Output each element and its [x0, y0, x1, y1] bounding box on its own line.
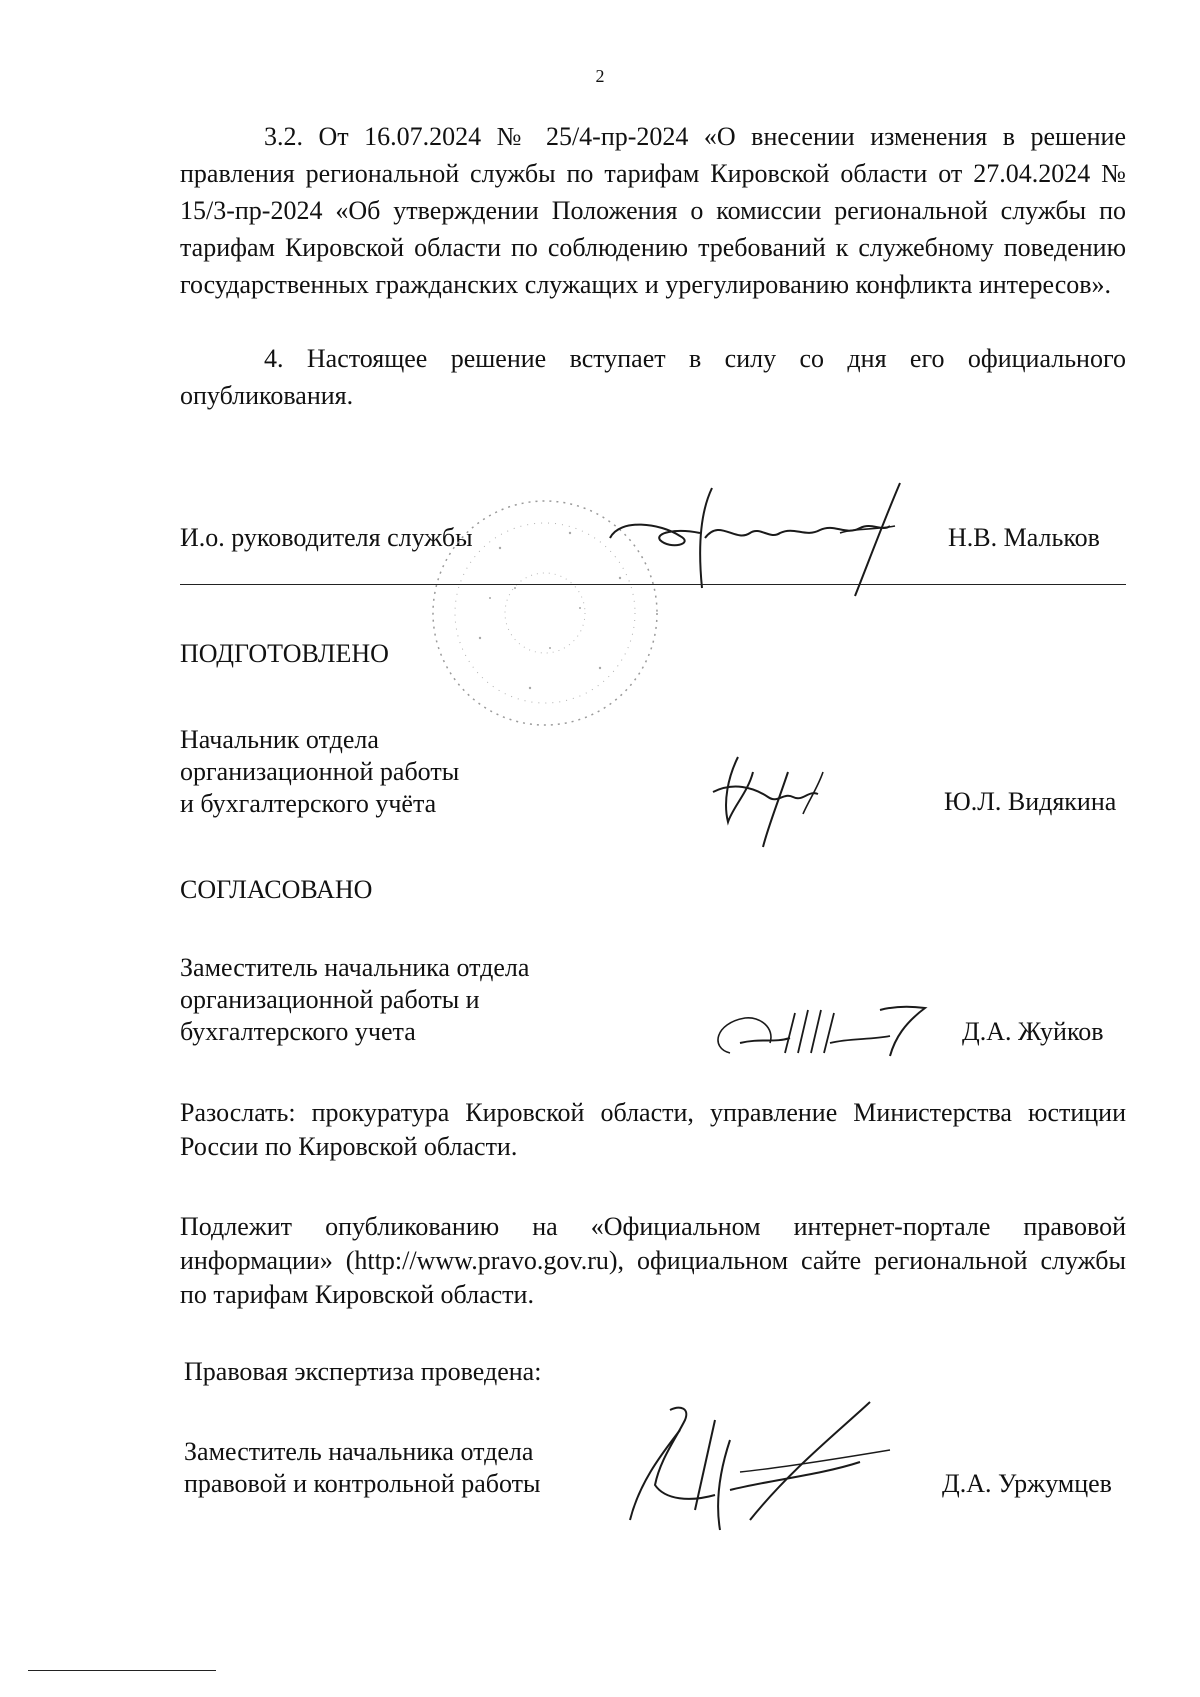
agreed-position [180, 952, 529, 1048]
prepared-signature-mark [708, 752, 848, 852]
prepared-name: Ю.Л. Видякина [944, 787, 1117, 816]
legal-review-signature-mark [620, 1390, 920, 1540]
item-3-2: 3.2. От 16.07.2024 № 25/4-пр-2024 «О внесении изменения в решение правления региональной службы по тарифам Кировской области от 27.04.2024 № 15/3-пр-2024 «Об утверждении Положения о комиссии региональной службы по тарифам Кировской области по соблюдению требований к служебному поведению государственных гражданских служащих и урегулированию конфликта интересов». [180, 122, 1126, 299]
distribution-text: Разослать: прокуратура Кировской области, управление Министерства юстиции России по Кировской области. [180, 1098, 1126, 1161]
item-4: 4. Настоящее решение вступает в силу со дня его официального опубликования. [180, 344, 1126, 410]
prepared-position-line: Начальник отдела [180, 725, 379, 754]
prepared-heading: ПОДГОТОВЛЕНО [180, 639, 389, 668]
prepared-position-line: организационной работы [180, 757, 460, 786]
head-position: И.о. руководителя службы [180, 523, 473, 552]
publication-text: Подлежит опубликованию на «Официальном интернет-портале правовой информации» (http://www.pravo.gov.ru), официальном сайте региональной службы по тарифам Кировской области. [180, 1212, 1126, 1309]
agreed-position-line: бухгалтерского учета [180, 1017, 416, 1046]
legal-review-heading: Правовая экспертиза проведена: [184, 1357, 542, 1386]
footer-rule [28, 1670, 216, 1671]
agreed-heading: СОГЛАСОВАНО [180, 875, 373, 904]
agreed-name: Д.А. Жуйков [962, 1017, 1104, 1046]
signature-underline [180, 584, 1126, 585]
agreed-position-line: Заместитель начальника отдела [180, 953, 530, 982]
agreed-signature-mark [700, 998, 940, 1068]
legal-review-name: Д.А. Уржумцев [942, 1469, 1112, 1498]
agreed-position-line: организационной работы и [180, 985, 480, 1014]
legal-review-position-line: Заместитель начальника отдела [184, 1437, 534, 1466]
legal-review-position-line: правовой и контрольной работы [184, 1469, 541, 1498]
head-name: Н.В. Мальков [948, 523, 1100, 552]
prepared-position [180, 724, 459, 820]
legal-review-position [184, 1436, 540, 1500]
prepared-position-line: и бухгалтерского учёта [180, 789, 437, 818]
head-signature-mark [600, 478, 940, 598]
page-number: 2 [595, 66, 605, 86]
